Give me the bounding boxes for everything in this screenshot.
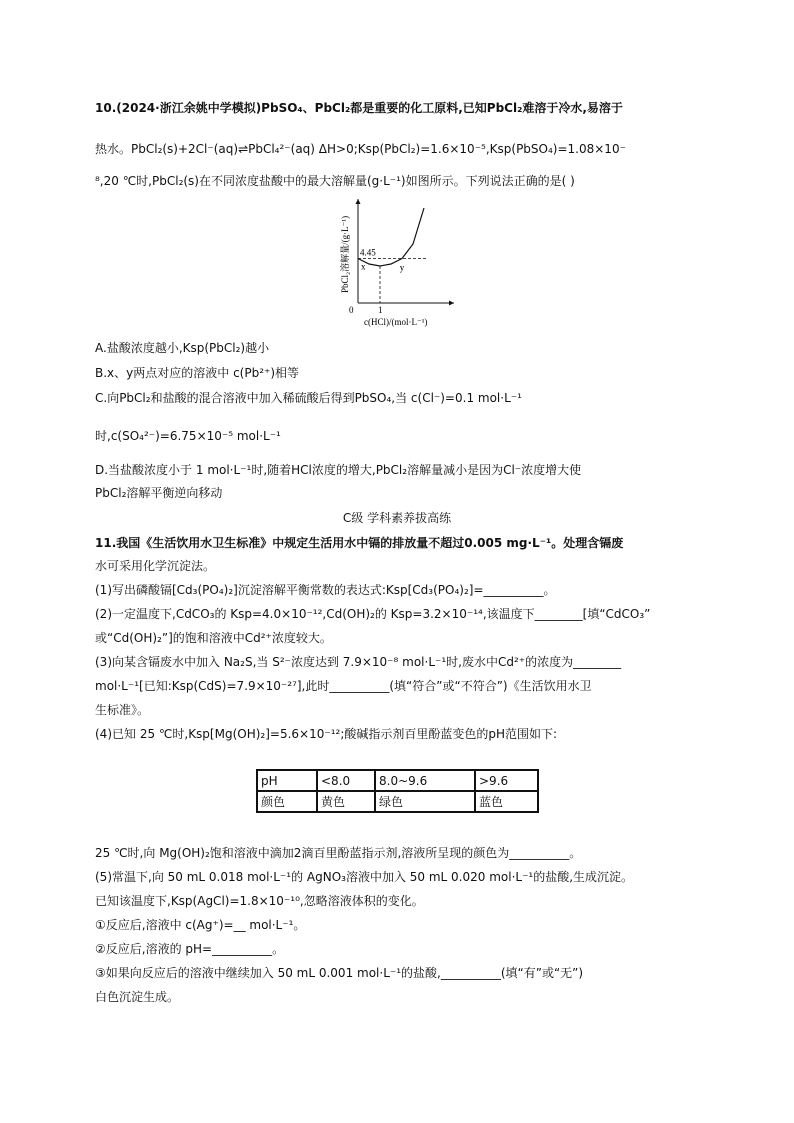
q11-sub4: 白色沉淀生成。 xyxy=(95,990,180,1004)
q11-part3-line2: mol·L⁻¹[已知:Ksp(CdS)=7.9×10⁻²⁷],此时__________(填“符合”或“不符合”)《生活饮用水卫 xyxy=(95,679,592,693)
q11-part1: (1)写出磷酸镉[Cd₃(PO₄)₂]沉淀溶解平衡常数的表达式:Ksp[Cd₃(PO₄)₂]=__________。 xyxy=(95,583,556,597)
y-axis-label: PbCl₂溶解量/(g·L⁻¹) xyxy=(340,215,350,293)
q10-option-c-line2: 时,c(SO₄²⁻)=6.75×10⁻⁵ mol·L⁻¹ xyxy=(95,429,281,443)
table-cell: 蓝色 xyxy=(475,791,538,812)
q11-part2-line2: 或“Cd(OH)₂”]的饱和溶液中Cd²⁺浓度较大。 xyxy=(95,631,332,645)
indicator-table xyxy=(256,769,539,813)
q11-part4: (4)已知 25 ℃时,Ksp[Mg(OH)₂]=5.6×10⁻¹²;酸碱指示剂百里酚蓝变色的pH范围如下: xyxy=(95,727,558,741)
x-tick-label: 1 xyxy=(378,305,383,315)
q11-sub3: ③如果向反应后的溶液中继续加入 50 mL 0.001 mol·L⁻¹的盐酸,__________(填“有”或“无”) xyxy=(95,966,584,980)
point-label-y: y xyxy=(399,262,405,273)
table-cell: 绿色 xyxy=(375,791,475,812)
table-row xyxy=(257,791,538,812)
table-cell: pH xyxy=(257,770,317,791)
q11-part5-line2: 已知该温度下,Ksp(AgCl)=1.8×10⁻¹⁰,忽略溶液体积的变化。 xyxy=(95,894,424,908)
q10-stem-line2: 热水。PbCl₂(s)+2Cl⁻(aq)⇌PbCl₄²⁻(aq) ΔH>0;Ksp(PbCl₂)=1.6×10⁻⁵,Ksp(PbSO₄)=1.08×10⁻ xyxy=(95,142,626,156)
q10-option-c-line1: C.向PbCl₂和盐酸的混合溶液中加入稀硫酸后得到PbSO₄,当 c(Cl⁻)=0.1 mol·L⁻¹ xyxy=(95,391,522,405)
q11-part3-line1: (3)向某含镉废水中加入 Na₂S,当 S²⁻浓度达到 7.9×10⁻⁸ mol·L⁻¹时,废水中Cd²⁺的浓度为________ xyxy=(95,655,622,669)
table-cell: 黄色 xyxy=(317,791,375,812)
x-axis-arrow xyxy=(449,301,454,306)
y-reference-label: 4.45 xyxy=(360,247,376,258)
q11-part3-line3: 生标准》。 xyxy=(95,703,150,717)
q10-stem-line1: 10.(2024·浙江余姚中学模拟)PbSO₄、PbCl₂都是重要的化工原料,已知PbCl₂难溶于冷水,易溶于 xyxy=(95,101,623,115)
q11-part5-line1: (5)常温下,向 50 mL 0.018 mol·L⁻¹的 AgNO₃溶液中加入 50 mL 0.020 mol·L⁻¹的盐酸,生成沉淀。 xyxy=(95,870,634,884)
x-axis-label: c(HCl)/(mol·L⁻¹) xyxy=(364,317,428,327)
point-label-x: x xyxy=(361,261,366,272)
section-heading: C级 学科素养拔高练 xyxy=(342,511,452,525)
q11-sub1: ①反应后,溶液中 c(Ag⁺)=__ mol·L⁻¹。 xyxy=(95,918,306,932)
table-cell: <8.0 xyxy=(317,770,375,791)
y-axis-arrow xyxy=(356,199,361,204)
chart-labels xyxy=(339,216,427,327)
table-cell: >9.6 xyxy=(475,770,538,791)
q10-option-d-line1: D.当盐酸浓度小于 1 mol·L⁻¹时,随着HCl浓度的增大,PbCl₂溶解量减小是因为Cl⁻浓度增大使 xyxy=(95,463,582,477)
q10-option-d-line2: PbCl₂溶解平衡逆向移动 xyxy=(95,486,223,500)
table-cell: 颜色 xyxy=(257,791,317,812)
origin-label: 0 xyxy=(349,305,354,315)
q11-stem-line1: 11.我国《生活饮用水卫生标准》中规定生活用水中镉的排放量不超过0.005 mg·L⁻¹。处理含镉废 xyxy=(95,536,624,550)
q11-part4-question: 25 ℃时,向 Mg(OH)₂饱和溶液中滴加2滴百里酚蓝指示剂,溶液所呈现的颜色为__________。 xyxy=(95,846,582,860)
table-row xyxy=(257,770,538,791)
q10-option-b: B.x、y两点对应的溶液中 c(Pb²⁺)相等 xyxy=(95,366,300,380)
q10-option-a: A.盐酸浓度越小,Ksp(PbCl₂)越小 xyxy=(95,341,270,355)
q11-part2-line1: (2)一定温度下,CdCO₃的 Ksp=4.0×10⁻¹²,Cd(OH)₂的 Ksp=3.2×10⁻¹⁴,该温度下________[填“CdCO₃” xyxy=(95,607,651,621)
q11-stem-line2: 水可采用化学沉淀法。 xyxy=(95,559,216,573)
q10-stem-line3: ⁸,20 ℃时,PbCl₂(s)在不同浓度盐酸中的最大溶解量(g·L⁻¹)如图所示。下列说法正确的是( ) xyxy=(95,174,575,188)
solubility-chart xyxy=(330,195,460,330)
table-cell: 8.0~9.6 xyxy=(375,770,475,791)
q11-sub2: ②反应后,溶液的 pH=__________。 xyxy=(95,942,285,956)
